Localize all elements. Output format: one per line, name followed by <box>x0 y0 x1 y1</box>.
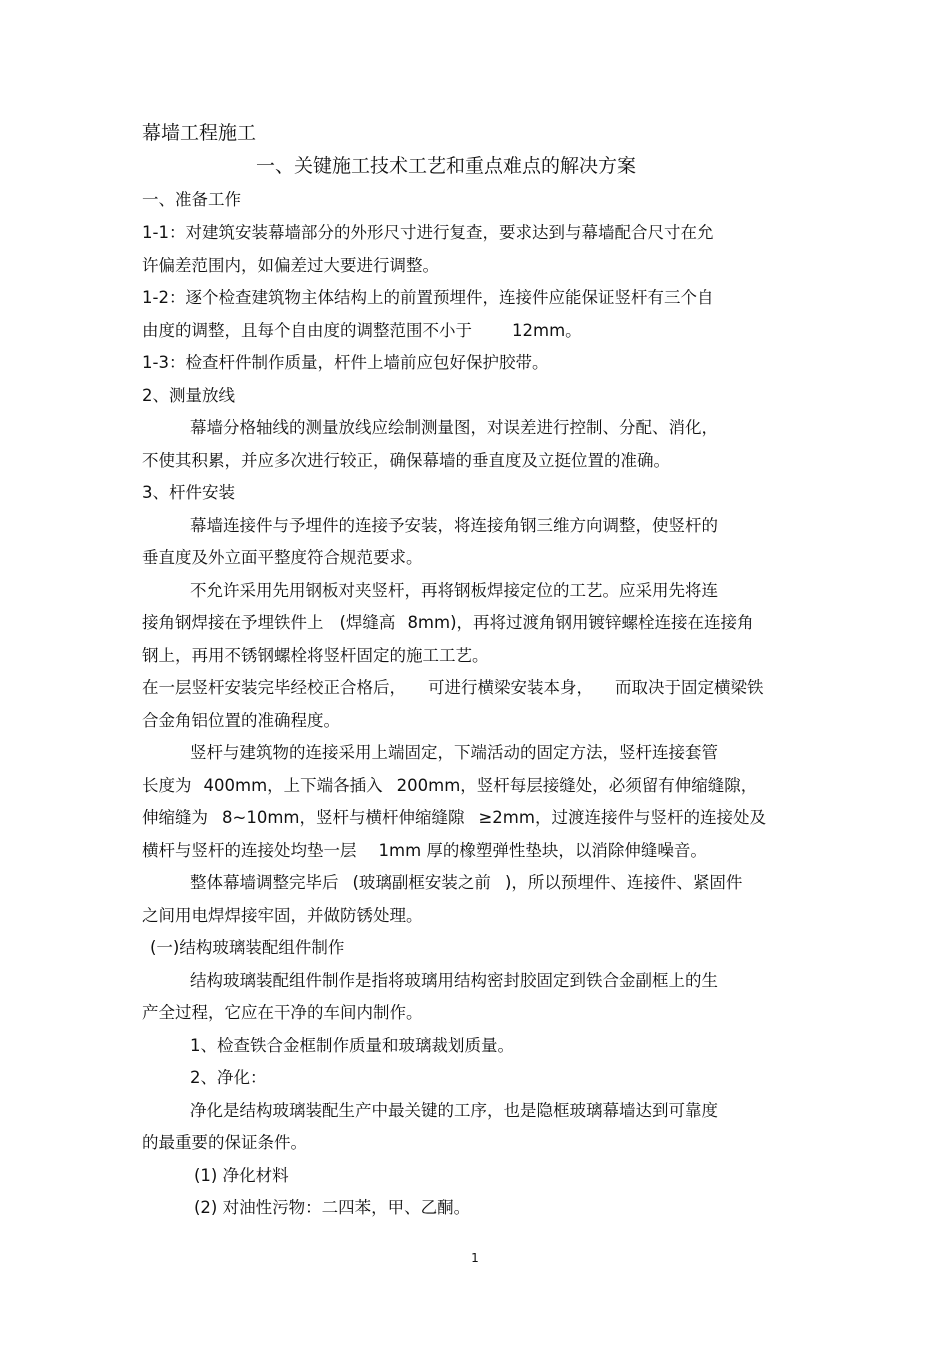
text-run: 接角钢焊接在予埋铁件上 <box>142 613 324 632</box>
paragraph-line: 不使其积累，并应多次进行较正，确保幕墙的垂直度及立挺位置的准确。 <box>142 451 670 470</box>
text-run: )，所以预埋件、连接件、紧固件 <box>504 873 743 892</box>
paragraph-line: 之间用电焊焊接牢固，并做防锈处理。 <box>142 906 423 925</box>
paragraph-line <box>190 872 742 894</box>
paragraph-line: 幕墙分格轴线的测量放线应绘制测量图，对误差进行控制、分配、消化， <box>190 418 718 437</box>
text-run: 伸缩缝为 <box>142 808 208 827</box>
text-run: 整体幕墙调整完毕后 <box>190 873 339 892</box>
doc-title: 幕墙工程施工 <box>142 122 257 144</box>
text-run: 12mm。 <box>512 321 582 340</box>
paragraph-line <box>142 840 707 862</box>
paragraph-line: 1-2：逐个检查建筑物主体结构上的前置预埋件，连接件应能保证竖杆有三个自 <box>142 288 714 307</box>
paragraph-line: 的最重要的保证条件。 <box>142 1133 307 1152</box>
paragraph-line: 合金角铝位置的准确程度。 <box>142 711 340 730</box>
paragraph-line: 许偏差范围内，如偏差过大要进行调整。 <box>142 256 439 275</box>
section-heading: 一、准备工作 <box>142 190 241 209</box>
list-item: (2) 对油性污物：二四苯，甲、乙酮。 <box>194 1198 471 1217</box>
text-run: 由度的调整，且每个自由度的调整范围不小于 <box>142 321 472 340</box>
paragraph-line <box>142 320 582 342</box>
list-item: 2、净化： <box>190 1068 267 1087</box>
paragraph-line: 幕墙连接件与予埋件的连接予安装，将连接角钢三维方向调整，使竖杆的 <box>190 516 718 535</box>
text-run: 长度为 <box>142 776 192 795</box>
paragraph-line <box>142 677 764 699</box>
text-run: (焊缝高 <box>339 613 396 632</box>
paragraph-line <box>142 807 766 829</box>
text-run: 8mm)，再将过渡角钢用镀锌螺栓连接在连接角 <box>407 613 754 632</box>
doc-subtitle: 一、关键施工技术工艺和重点难点的解决方案 <box>256 155 637 177</box>
text-run: 横杆与竖杆的连接处均垫一层 <box>142 841 357 860</box>
section-heading: 3、杆件安装 <box>142 483 235 502</box>
paragraph-line: 垂直度及外立面平整度符合规范要求。 <box>142 548 423 567</box>
text-run: 可进行横梁安装本身， <box>428 678 593 697</box>
paragraph-line: 钢上，再用不锈钢螺栓将竖杆固定的施工工艺。 <box>142 646 489 665</box>
section-heading: 2、测量放线 <box>142 386 235 405</box>
paragraph-line <box>142 612 754 634</box>
paragraph-line: 结构玻璃装配组件制作是指将玻璃用结构密封胶固定到铁合金副框上的生 <box>190 971 718 990</box>
paragraph-line: 不允许采用先用钢板对夹竖杆，再将钢板焊接定位的工艺。应采用先将连 <box>190 581 718 600</box>
text-run: ≥2mm，过渡连接件与竖杆的连接处及 <box>478 808 766 827</box>
paragraph-line: 竖杆与建筑物的连接采用上端固定，下端活动的固定方法，竖杆连接套管 <box>190 743 718 762</box>
text-run: 而取决于固定横梁铁 <box>615 678 764 697</box>
list-item: 1、检查铁合金框制作质量和玻璃裁划质量。 <box>190 1036 514 1055</box>
paragraph-line <box>142 775 757 797</box>
paragraph-line: 1-1：对建筑安装幕墙部分的外形尺寸进行复查，要求达到与幕墙配合尺寸在允 <box>142 223 714 242</box>
paragraph-line: 产全过程，它应在干净的车间内制作。 <box>142 1003 423 1022</box>
page-number: 1 <box>471 1251 479 1265</box>
text-run: 200mm，竖杆每层接缝处，必须留有伸缩缝隙， <box>396 776 758 795</box>
text-run: 1mm 厚的橡塑弹性垫块，以消除伸缝噪音。 <box>378 841 707 860</box>
text-run: 8~10mm，竖杆与横杆伸缩缝隙 <box>222 808 465 827</box>
list-item: (1) 净化材料 <box>194 1166 289 1185</box>
text-run: 400mm，上下端各插入 <box>203 776 383 795</box>
paragraph-line: 净化是结构玻璃装配生产中最关键的工序，也是隐框玻璃幕墙达到可靠度 <box>190 1101 718 1120</box>
text-run: 在一层竖杆安装完毕经校正合格后， <box>142 678 406 697</box>
paragraph-line: 1-3：检查杆件制作质量，杆件上墙前应包好保护胶带。 <box>142 353 549 372</box>
section-heading: (一)结构玻璃装配组件制作 <box>150 938 345 957</box>
text-run: (玻璃副框安装之前 <box>352 873 491 892</box>
